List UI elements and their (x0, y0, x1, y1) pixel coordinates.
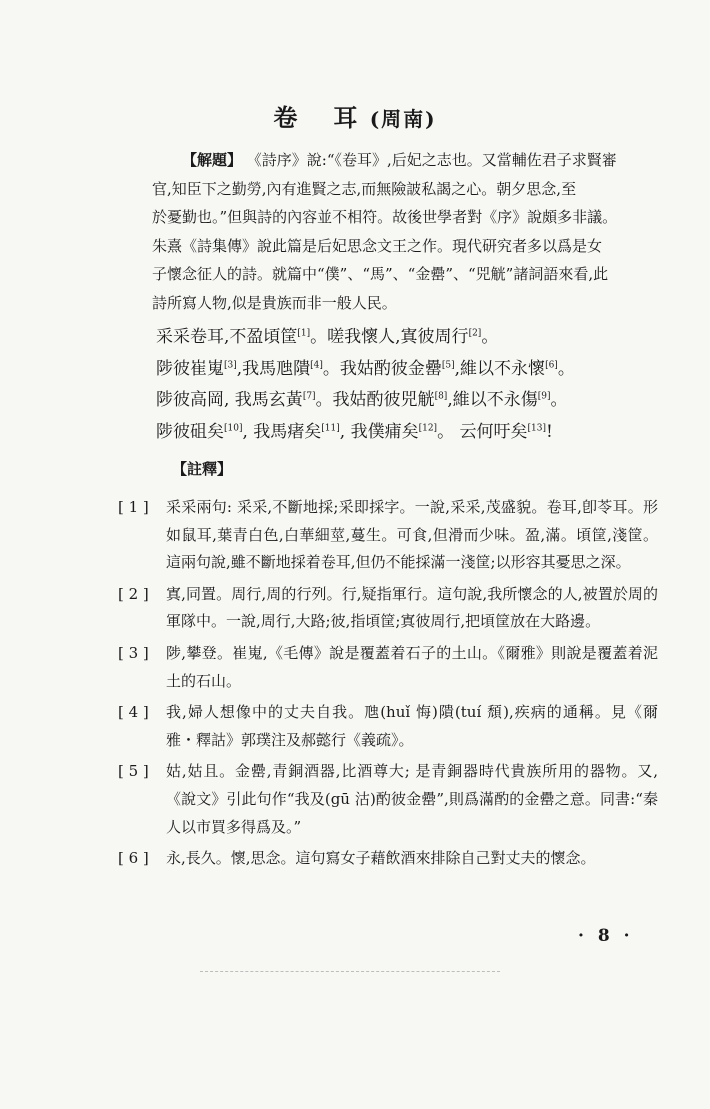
note-item (118, 758, 658, 841)
note-number: [ 2 ] (118, 584, 149, 603)
poem-segment: 陟彼砠矣 (156, 421, 224, 442)
poem-segment: 陟彼高岡, 我馬玄黃 (156, 390, 303, 410)
footnote-ref: [5] (441, 359, 455, 370)
intro-line: 【解題】 《詩序》說:“《卷耳》,后妃之志也。又當輔佐君子求賢審 (182, 151, 617, 169)
note-item (118, 845, 658, 873)
title-char-2: 耳 (333, 103, 360, 132)
note-number: [ 5 ] (118, 762, 149, 781)
footnote-ref: [2] (468, 328, 482, 339)
notes-heading: 【註釋】 (172, 460, 233, 478)
intro-section (152, 146, 652, 318)
poem-segment: 。 (557, 358, 575, 379)
footnote-ref: [6] (545, 359, 558, 370)
note-text: 我,婦人想像中的丈夫自我。虺(huǐ 悔)隤(tuí 頹),疾病的通稱。見《爾雅・釋詁》郭璞注及郝懿行《義疏》。 (166, 703, 658, 749)
note-text: 寘,同置。周行,周的行列。行,疑指軍行。這句說,我所懷念的人,被置於周的軍隊中。一說,周行,大路;彼,指頃筐;寘彼周行,把頃筐放在大路邊。 (166, 584, 658, 631)
footnote-ref: [11] (321, 422, 340, 433)
note-text: 姑,姑且。金罍,青銅酒器,比酒尊大; 是青銅器時代貴族所用的器物。又,《說文》引此句作“我及(gū 沽)酌彼金罍”,則爲滿酌的金罍之意。同書:“秦人以市買多得爲及。” (166, 762, 658, 836)
poem-segment: 。我姑酌彼金罍 (322, 358, 442, 379)
intro-line: 朱熹《詩集傳》說此篇是后妃思念文王之作。現代研究者多以爲是女 (152, 236, 603, 255)
footnote-ref: [10] (224, 422, 243, 433)
page-number: · 8 · (578, 926, 634, 946)
poem-segment: , 我馬瘏矣 (242, 421, 322, 442)
note-text: 永,長久。懷,思念。這句寫女子藉飲酒來排除自己對丈夫的懷念。 (166, 849, 596, 868)
footnote-ref: [13] (527, 422, 546, 433)
poem-segment: ,我馬虺隤 (236, 358, 311, 379)
intro-tag: 【解題】 (182, 151, 243, 169)
poem-segment: 。 (481, 327, 499, 347)
intro-line: 子懷念征人的詩。就篇中“僕”、“馬”、“金罍”、“兕觥”諸詞語來看,此 (152, 265, 609, 284)
poem-line (156, 354, 656, 386)
note-item (118, 699, 658, 754)
note-number: [ 3 ] (118, 643, 149, 662)
poem-line (156, 385, 656, 417)
footnote-ref: [4] (310, 359, 323, 370)
poem-segment: , 我僕痡矣 (339, 421, 419, 442)
intro-line: 官,知臣下之勤勞,內有進賢之志,而無險詖私謁之心。朝夕思念,至 (152, 179, 577, 198)
footnote-ref: [8] (434, 391, 448, 402)
bottom-divider (200, 971, 500, 972)
footnote-ref: [12] (418, 422, 438, 433)
note-text: 陟,攀登。崔嵬,《毛傳》說是覆蓋着石子的土山。《爾雅》則說是覆蓋着泥土的石山。 (166, 643, 658, 690)
intro-line: 於憂勤也。”但與詩的內容並不相符。故後世學者對《序》說頗多非議。 (152, 208, 618, 227)
poem-line (156, 322, 656, 354)
note-number: [ 4 ] (118, 703, 149, 722)
note-text: 采采兩句: 采采,不斷地採;采即採字。一說,采采,茂盛貌。卷耳,卽苓耳。形如鼠耳,葉青白色,白華細莖,蔓生。可食,但滑而少味。盈,滿。頃筐,淺筐。這兩句說,雖不斷地採着卷耳,但仍不能採滿一淺筐;以形容其憂思之深。 (166, 498, 658, 572)
poem-segment: 陟彼崔嵬 (156, 358, 224, 379)
note-item (118, 581, 658, 636)
footnote-ref: [1] (297, 328, 311, 339)
note-number: [ 1 ] (118, 498, 149, 516)
note-number: [ 6 ] (118, 849, 149, 868)
notes-list (118, 494, 658, 877)
poem-segment: ,維以不永懷 (454, 358, 546, 379)
poem-title (0, 98, 710, 133)
poem-segment: ,維以不永傷 (447, 390, 538, 410)
poem-segment: 采采卷耳,不盈頃筐 (156, 327, 298, 347)
poem-text (156, 322, 656, 448)
title-subtitle: (周南) (369, 107, 437, 131)
poem-segment: 。我姑酌彼兕觥 (315, 390, 435, 410)
footnote-ref: [7] (302, 391, 316, 402)
poem-segment: 。 (550, 390, 568, 410)
title-char-1: 卷 (273, 103, 300, 132)
poem-segment: 。 云何吁矣 (437, 421, 528, 442)
intro-line: 詩所寫人物,似是貴族而非一般人民。 (152, 293, 397, 312)
poem-segment: ! (545, 421, 553, 442)
footnote-ref: [3] (224, 359, 237, 370)
note-item (118, 494, 658, 577)
poem-line (156, 417, 656, 449)
poem-segment: 。嗟我懷人,寘彼周行 (310, 327, 469, 347)
note-item (118, 640, 658, 695)
footnote-ref: [9] (537, 391, 551, 402)
